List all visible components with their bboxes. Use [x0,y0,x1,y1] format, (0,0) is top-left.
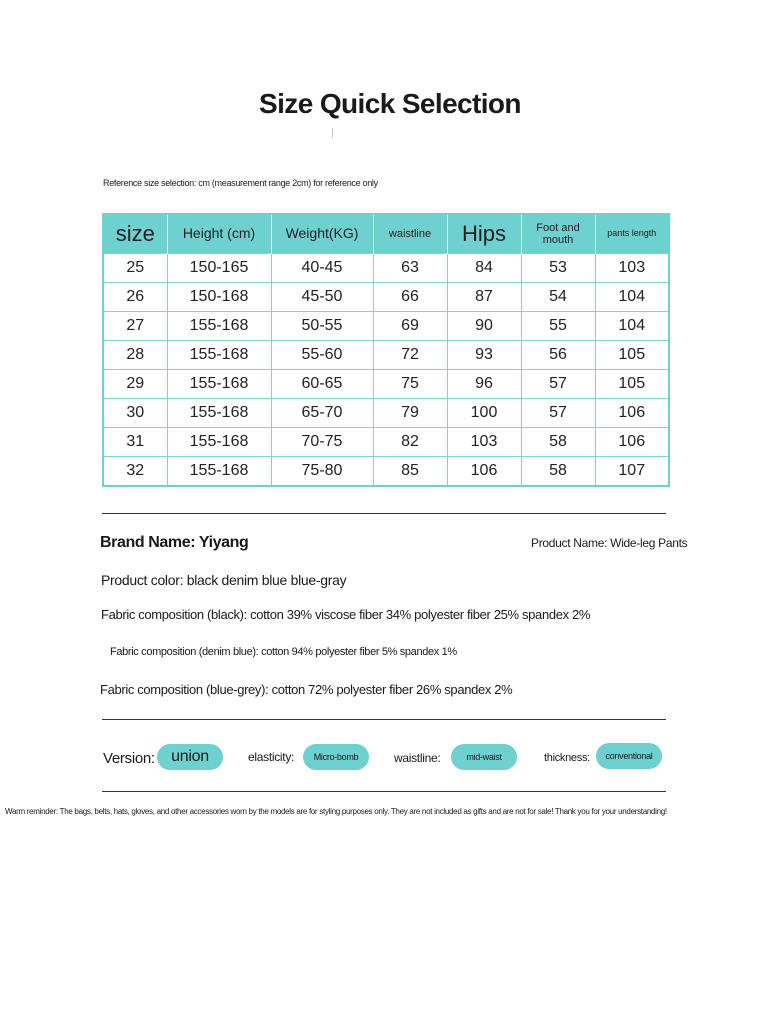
cell-height: 155-168 [167,312,271,341]
cell-weight: 55-60 [271,341,373,370]
cell-hips: 90 [447,312,521,341]
cell-weight: 75-80 [271,457,373,487]
cell-waistline: 69 [373,312,447,341]
table-row [103,254,669,283]
cell-hips: 96 [447,370,521,399]
cell-weight: 50-55 [271,312,373,341]
cell-foot-and-mouth: 55 [521,312,595,341]
cell-waistline: 63 [373,254,447,283]
thickness-label: thickness: [544,752,590,764]
size-table-body [103,254,669,487]
cell-waistline: 82 [373,428,447,457]
brand-name: Brand Name: Yiyang [100,534,249,551]
cell-hips: 106 [447,457,521,487]
cell-pants-length: 105 [595,341,669,370]
cell-foot-and-mouth: 57 [521,399,595,428]
cell-pants-length: 106 [595,399,669,428]
cell-pants-length: 107 [595,457,669,487]
size-table-header-row [103,214,669,254]
cell-height: 155-168 [167,428,271,457]
cell-size: 29 [103,370,167,399]
cell-weight: 70-75 [271,428,373,457]
size-chart-table [102,213,670,487]
product-color: Product color: black denim blue blue-gray [101,572,347,588]
table-row [103,370,669,399]
cell-weight: 40-45 [271,254,373,283]
cell-size: 25 [103,254,167,283]
thickness-value: conventional [605,751,653,761]
table-row [103,341,669,370]
cell-weight: 65-70 [271,399,373,428]
warm-reminder: Warm reminder: The bags, belts, hats, gloves, and other accessories worn by the models are for styling purposes only. They are not included as gifts and are not for sale! Thank you for your understanding! [5,807,667,816]
divider [102,719,666,720]
cell-size: 27 [103,312,167,341]
waistline-value: mid-waist [466,752,502,762]
cell-hips: 84 [447,254,521,283]
version-badge [157,744,223,770]
decorative-tick [332,128,333,138]
cell-waistline: 72 [373,341,447,370]
fabric-composition-black: Fabric composition (black): cotton 39% viscose fiber 34% polyester fiber 25% spandex 2% [101,607,591,622]
header-hips: Hips [447,214,521,254]
reference-note: Reference size selection: cm (measurement range 2cm) for reference only [103,178,378,188]
cell-hips: 93 [447,341,521,370]
elasticity-value: Micro-bomb [313,752,359,762]
cell-height: 155-168 [167,457,271,487]
cell-hips: 100 [447,399,521,428]
header-waistline: waistline [373,214,447,254]
product-name: Product Name: Wide-leg Pants [531,536,688,550]
header-height: Height (cm) [167,214,271,254]
header-weight: Weight(KG) [271,214,373,254]
waistline-badge [451,744,517,770]
cell-size: 32 [103,457,167,487]
table-row [103,399,669,428]
waistline-label: waistline: [394,751,441,765]
cell-waistline: 85 [373,457,447,487]
cell-height: 150-168 [167,283,271,312]
table-row [103,428,669,457]
cell-foot-and-mouth: 56 [521,341,595,370]
cell-pants-length: 104 [595,283,669,312]
cell-size: 30 [103,399,167,428]
cell-pants-length: 106 [595,428,669,457]
divider [102,791,666,792]
cell-weight: 60-65 [271,370,373,399]
cell-foot-and-mouth: 53 [521,254,595,283]
cell-height: 150-165 [167,254,271,283]
cell-weight: 45-50 [271,283,373,312]
cell-waistline: 79 [373,399,447,428]
cell-height: 155-168 [167,399,271,428]
fabric-composition-blue-grey: Fabric composition (blue-grey): cotton 72% polyester fiber 26% spandex 2% [100,682,513,697]
header-size: size [103,214,167,254]
elasticity-badge [303,744,369,770]
table-row [103,312,669,341]
cell-size: 28 [103,341,167,370]
cell-size: 26 [103,283,167,312]
cell-height: 155-168 [167,370,271,399]
version-label: Version: [103,750,155,767]
header-foot-and-mouth: Foot and mouth [521,214,595,254]
cell-pants-length: 103 [595,254,669,283]
page-title: Size Quick Selection [259,88,521,119]
version-value: union [171,748,209,765]
header-pants-length: pants length [595,214,669,254]
table-row [103,283,669,312]
cell-waistline: 75 [373,370,447,399]
table-row [103,457,669,487]
cell-hips: 87 [447,283,521,312]
cell-foot-and-mouth: 54 [521,283,595,312]
cell-foot-and-mouth: 58 [521,457,595,487]
cell-size: 31 [103,428,167,457]
elasticity-label: elasticity: [248,750,295,764]
cell-pants-length: 104 [595,312,669,341]
cell-pants-length: 105 [595,370,669,399]
fabric-composition-denim-blue: Fabric composition (denim blue): cotton 94% polyester fiber 5% spandex 1% [110,646,457,658]
thickness-badge [596,743,662,769]
cell-foot-and-mouth: 57 [521,370,595,399]
cell-foot-and-mouth: 58 [521,428,595,457]
cell-waistline: 66 [373,283,447,312]
cell-hips: 103 [447,428,521,457]
divider [102,513,666,514]
cell-height: 155-168 [167,341,271,370]
